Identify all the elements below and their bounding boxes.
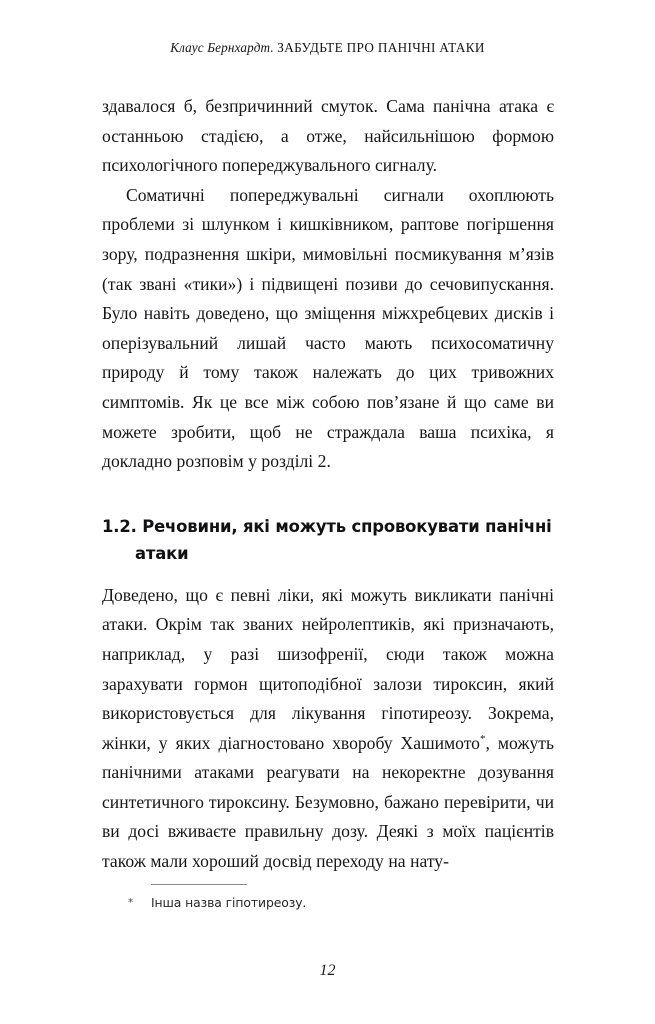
running-header-book-title: ЗАБУДЬТЕ ПРО ПАНІЧНІ АТАКИ <box>277 40 485 55</box>
paragraph-substances <box>102 581 554 877</box>
paragraph-continued: здавалося б, безпричинний смуток. Сама панічна атака є останньою стадією, а отже, найсильнішою формою психологічного попереджувального сигналу. <box>102 96 554 176</box>
page-number: 12 <box>319 962 336 979</box>
running-header-author: Клаус Бернхардт. <box>170 40 274 55</box>
section-heading: 1.2. Речовини, які можуть спровокувати панічні атаки <box>102 516 552 563</box>
footnote-reference-marker[interactable]: * <box>479 732 486 745</box>
footnote-marker: * <box>128 897 134 909</box>
footnote-entry <box>102 894 554 912</box>
paragraph-substances-part-2: , можуть панічними атаками реагувати на некоректне дозування синтетичного тироксину. Безумовно, бажано перевірити, чи ви досі вживаєте правильну дозу. Деякі з моїх пацієнтів також мали хороший досвід переходу на нату- <box>102 732 554 872</box>
text-column <box>102 92 554 877</box>
footnote-zone <box>102 884 554 912</box>
paragraph-somatic-signals: Соматичні попереджувальні сигнали охоплюють проблеми зі шлунком і кишківником, раптове погіршення зору, подразнення шкіри, мимовільні посмикування м’язів (так звані «тики») і підвищені позиви до сечовипускання. Було навіть доведено, що зміщення міжхребцевих дисків і оперізувальний лишай часто мають психосоматичну природу й тому також належать до цих тривожних симптомів. Як це все між собою пов’язане й що саме ви можете зробити, щоб не страждала ваша психіка, я докладно розповім у розділі 2. <box>102 184 554 472</box>
footnote-separator-rule <box>151 884 247 885</box>
paragraph-substances-part-1: Доведено, що є певні ліки, які можуть викликати панічні атаки. Окрім так званих нейролептиків, які призначають, наприклад, у разі шизофренії, сюди також можна зарахувати гормон щитоподібної залози тироксин, який використовується для лікування гіпотиреозу. Зокрема, жінки, у яких діагностовано хворобу Хашимото <box>102 584 554 753</box>
footnote-text: Інша назва гіпотиреозу. <box>151 895 307 910</box>
running-header <box>0 40 655 56</box>
